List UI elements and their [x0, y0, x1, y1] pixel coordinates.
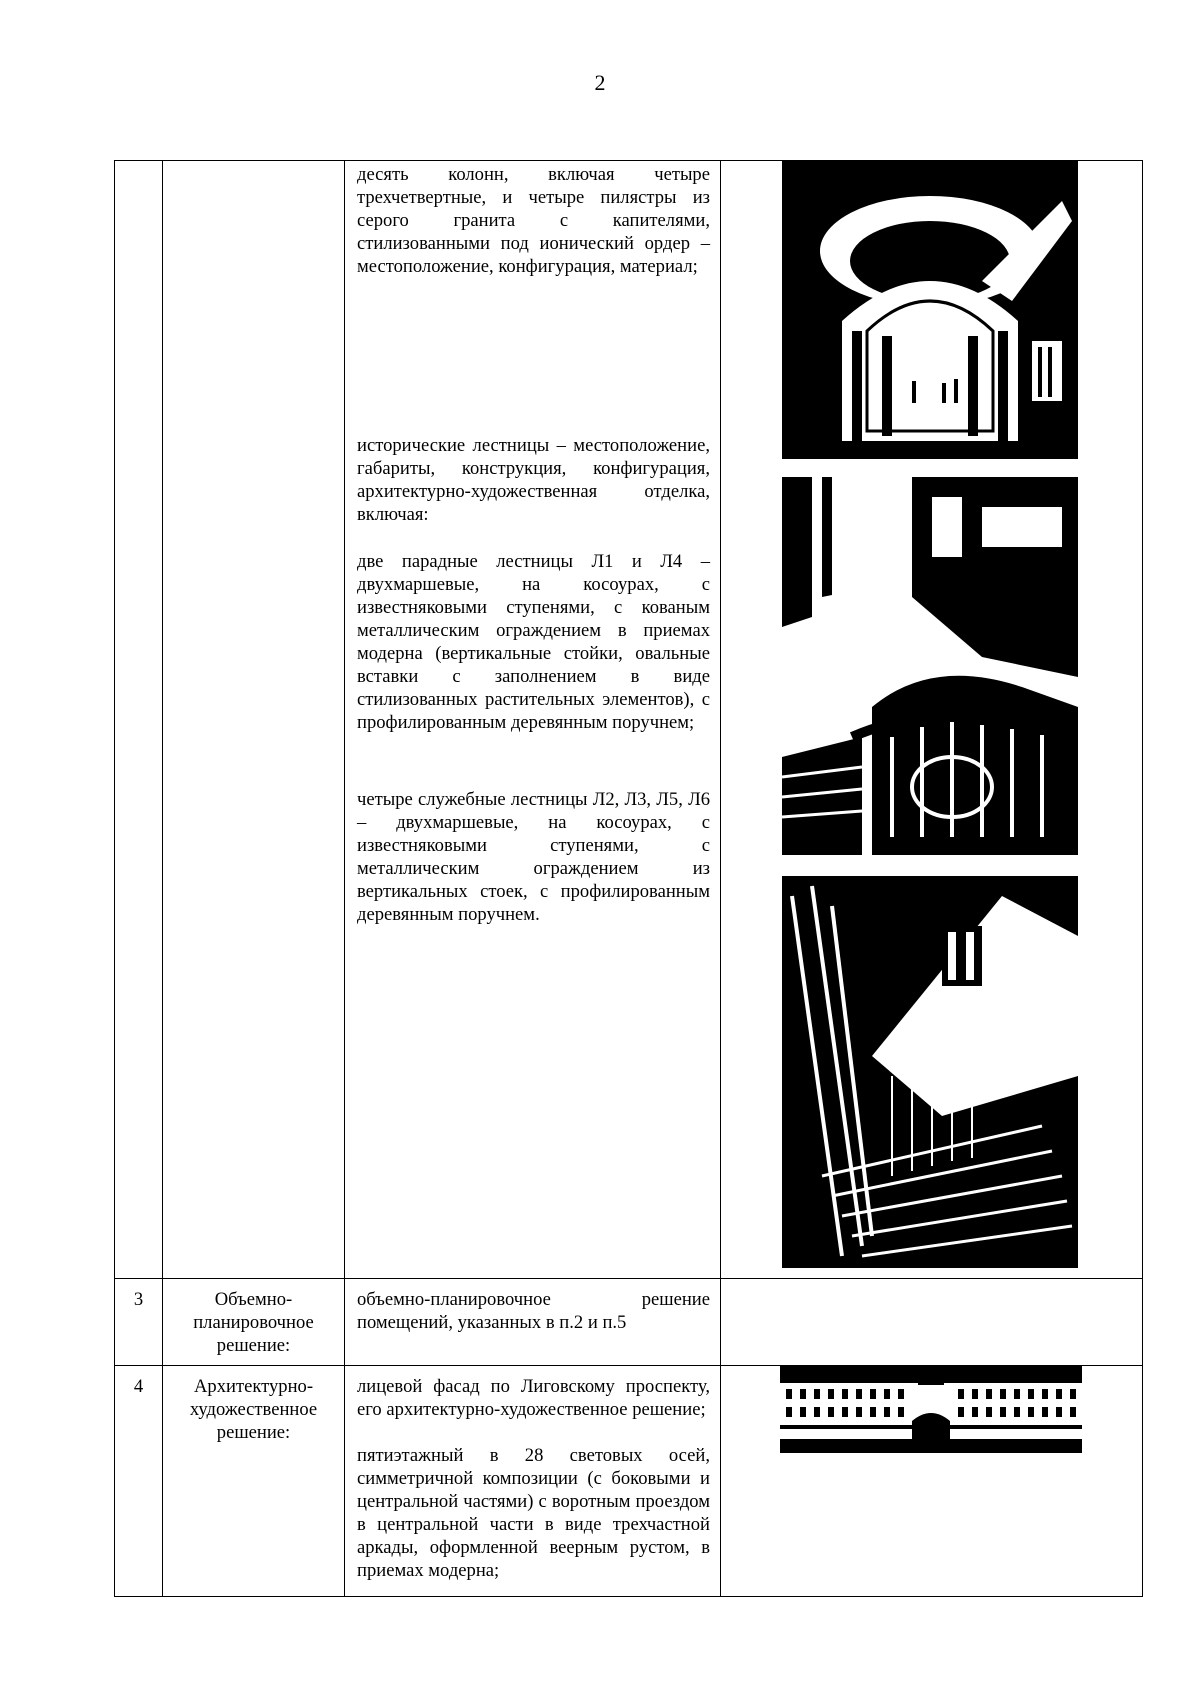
photo-cell	[721, 1279, 1143, 1366]
paragraph-service-staircases: четыре служебные лестницы Л2, Л3, Л5, Л6 – двухмаршевые, на косоурах, с известняковыми ступенями, с металлическим ограждением из вертикальных стоек, с профилированным деревянным поручнем.	[357, 789, 710, 925]
paragraph-parade-staircases: две парадные лестницы Л1 и Л4 – двухмаршевые, на косоурах, с известняковыми ступенями, с кованым металлическим ограждением в приемах модерна (вертикальные стойки, овальные вставки с заполнением в виде стилизованных растительных элементов), с профилированным деревянным поручнем;	[357, 551, 710, 733]
row-description	[345, 1279, 721, 1366]
table-row	[115, 1279, 1143, 1366]
row-number: 3	[115, 1279, 163, 1366]
row-number	[115, 161, 163, 1279]
paragraph-facade-details: пятиэтажный в 28 световых осей, симметричной композиции (с боковыми и центральной частями) с воротным проездом в центральной части в виде трехчастной аркады, оформленной веерным рустом, в приемах модерна;	[357, 1445, 710, 1581]
photo-parade-staircase	[782, 477, 1078, 855]
paragraph-staircases: исторические лестницы – местоположение, габариты, конструкция, конфигурация, архитектурно-художественная отделка, включая:	[357, 435, 710, 525]
photo-facade-ligovsky	[780, 1365, 1082, 1453]
photo-service-staircase	[782, 876, 1078, 1268]
row-label	[163, 161, 345, 1279]
row-number: 4	[115, 1366, 163, 1597]
page-number: 2	[594, 70, 606, 95]
paragraph-planning: объемно-планировочное решение помещений, указанных в п.2 и п.5	[357, 1289, 710, 1333]
row-description	[345, 1366, 721, 1597]
row-label: Архитектурно-художественное решение:	[163, 1366, 345, 1597]
photo-arcade-colonnade	[782, 161, 1078, 459]
row-description	[345, 161, 721, 1279]
row-label: Объемно-планировочное решение:	[163, 1279, 345, 1366]
paragraph-columns: десять колонн, включая четыре трехчетвертные, и четыре пилястры из серого гранита с капителями, стилизованными под ионический ордер – местоположение, конфигурация, материал;	[357, 164, 710, 277]
paragraph-facade: лицевой фасад по Лиговскому проспекту, его архитектурно-художественное решение;	[357, 1376, 710, 1420]
